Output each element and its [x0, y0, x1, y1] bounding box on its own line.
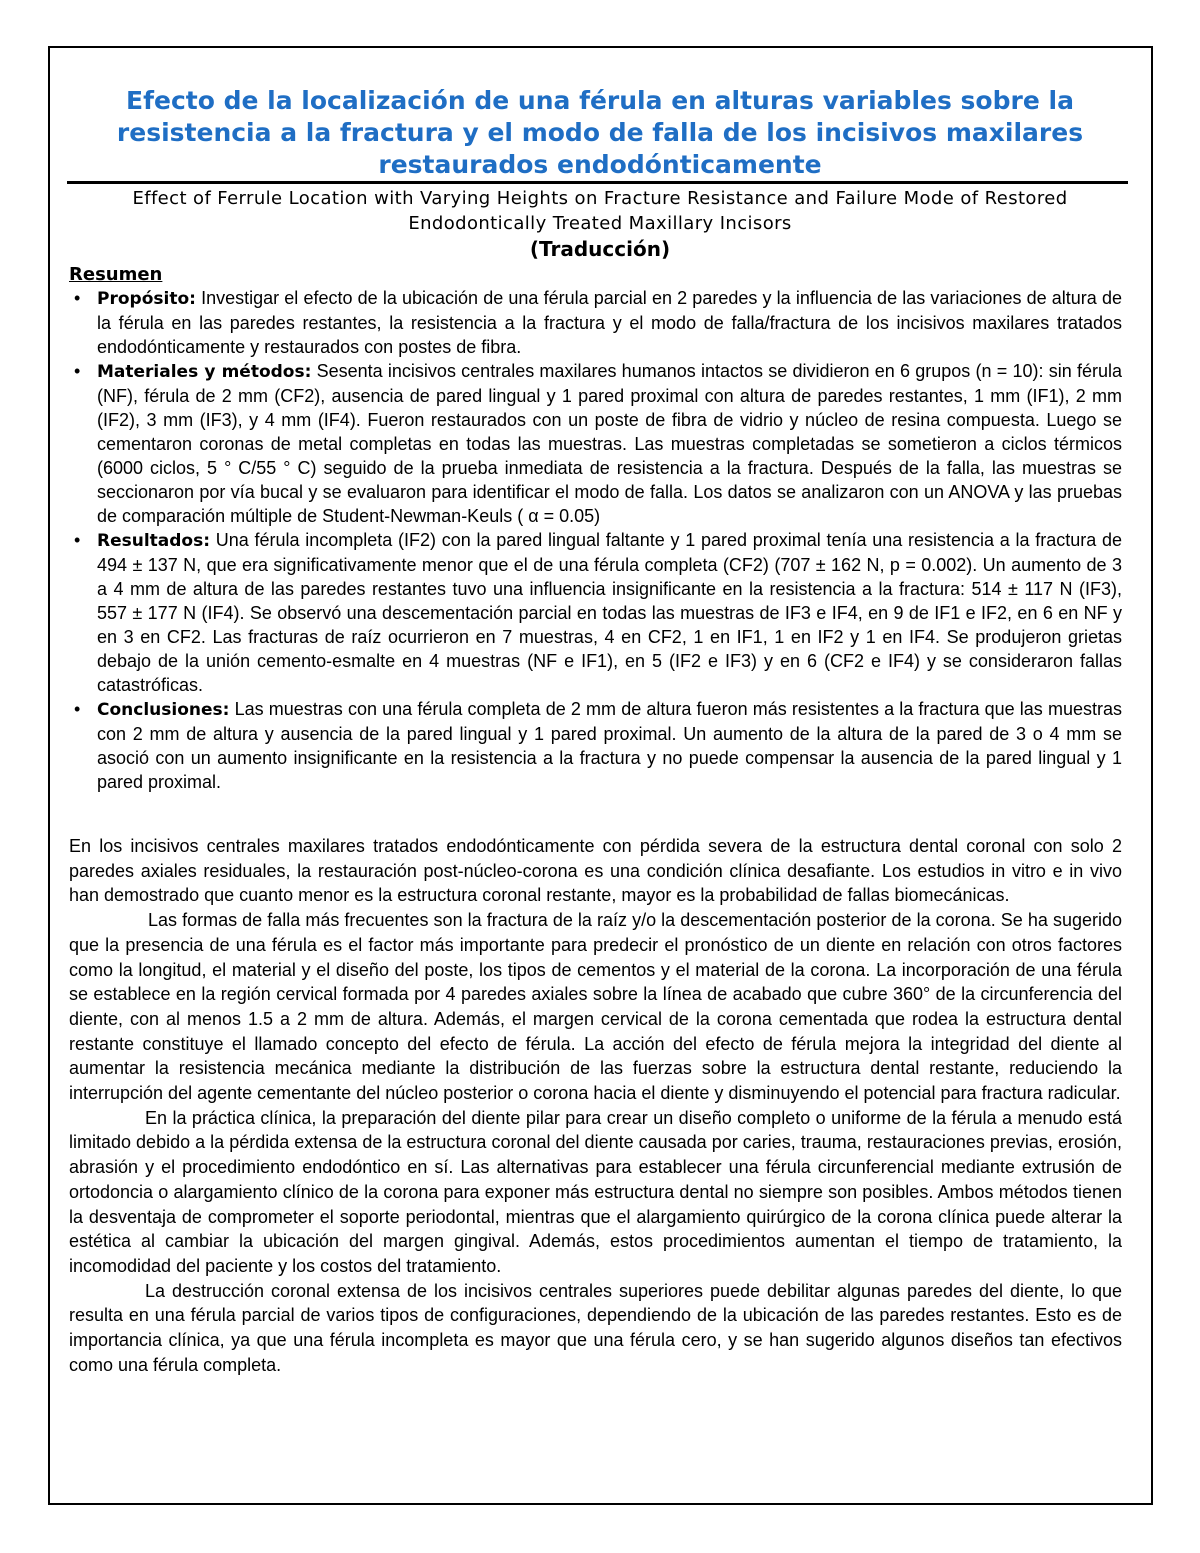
english-subtitle: Effect of Ferrule Location with Varying Heights on Fracture Resistance and Failure Mode of Restored Endodontically Treated Maxillary Incisors — [132, 188, 1068, 234]
body-paragraph: La destrucción coronal extensa de los incisivos centrales superiores puede debilitar algunas paredes del diente, lo que resulta en una férula parcial de varios tipos de configuraciones, dependiendo de la ubicación de las paredes restantes. Esto es de importancia clínica, ya que una férula incompleta es mayor que una férula cero, y se han sugerido algunos diseños tan efectivos como una férula completa. — [69, 1280, 1122, 1375]
abstract-item-label: Conclusiones: — [97, 700, 230, 720]
bullet-icon: • — [74, 699, 81, 719]
abstract-item-text: Las muestras con una férula completa de 2 mm de altura fueron más resistentes a la fractura que las muestras con 2 mm de altura y ausencia de la pared lingual y 1 pared proximal. Un aumento de la altura de la pared de 3 o 4 mm se asoció con un aumento insignificante en la resistencia a la fractura y no puede compensar la ausencia de la pared lingual y 1 pared proximal. — [97, 699, 1122, 792]
abstract-item-text: Investigar el efecto de la ubicación de una férula parcial en 2 paredes y la influencia de las variaciones de altura de la férula en las paredes restantes, la resistencia a la fractura y el modo de falla/fractura de los incisivos maxilares tratados endodónticamente y restaurados con postes de fibra. — [97, 288, 1122, 357]
body-paragraph: Las formas de falla más frecuentes son la fractura de la raíz y/o la descementación posterior de la corona. Se ha sugerido que la presencia de una férula es el factor más importante para predecir el pronóstico de un diente en relación con otros factores como la longitud, el material y el diseño del poste, los tipos de cementos y el material de la corona. La incorporación de una férula se establece en la región cervical formada por 4 paredes axiales sobre la línea de acabado que cubre 360° de la circunferencia del diente, con al menos 1.5 a 2 mm de altura. Además, el margen cervical de la corona cementada que rodea la estructura dental restante constituye el llamado concepto del efecto de férula. La acción del efecto de férula mejora la integridad del diente al aumentar la resistencia mecánica mediante la distribución de las fuerzas sobre la estructura dental restante, reduciendo la interrupción del agente cementante del núcleo posterior o corona hacia el diente y disminuyendo el potencial para fractura radicular. — [69, 910, 1122, 1104]
bullet-icon: • — [74, 530, 81, 550]
abstract-item-resultados — [74, 528, 1122, 697]
abstract-item-label: Materiales y métodos: — [97, 362, 312, 382]
body-paragraph: En los incisivos centrales maxilares tratados endodónticamente con pérdida severa de la estructura dental coronal con solo 2 paredes axiales residuales, la restauración post-núcleo-corona es una condición clínica desafiante. Los estudios in vitro e in vivo han demostrado que cuanto menor es la estructura coronal restante, mayor es la probabilidad de fallas biomecánicas. — [69, 836, 1122, 906]
abstract-item-text: Sesenta incisivos centrales maxilares humanos intactos se dividieron en 6 grupos (n = 10): sin férula (NF), férula de 2 mm (CF2), ausencia de pared lingual y 1 pared proximal con altura de paredes restantes, 1 mm (IF1), 2 mm (IF2), 3 mm (IF3), y 4 mm (IF4). Fueron restaurados con un poste de fibra de vidrio y núcleo de resina compuesta. Luego se cementaron coronas de metal completas en todas las muestras. Las muestras completadas se sometieron a ciclos térmicos (6000 ciclos, 5 ° C/55 ° C) seguido de la prueba inmediata de resistencia a la fractura. Después de la falla, las muestras se seccionaron por vía bucal y se evaluaron para identificar el modo de falla. Los datos se analizaron con un ANOVA y las pruebas de comparación múltiple de Student-Newman-Keuls ( α = 0.05) — [97, 361, 1122, 526]
translation-note: (Traducción) — [529, 237, 671, 261]
abstract-item-conclusiones — [74, 697, 1122, 794]
title-divider — [67, 181, 1128, 184]
body-paragraph: En la práctica clínica, la preparación del diente pilar para crear un diseño completo o uniforme de la férula a menudo está limitado debido a la pérdida extensa de la estructura coronal del diente causada por caries, trauma, restauraciones previas, erosión, abrasión y el procedimiento endodóntico en sí. Las alternativas para establecer una férula circunferencial mediante extrusión de ortodoncia o alargamiento clínico de la corona para exponer más estructura dental no siempre son posibles. Ambos métodos tienen la desventaja de comprometer el soporte periodontal, mientras que el alargamiento quirúrgico de la corona clínica puede alterar la estética al cambiar la ubicación del margen gingival. Además, estos procedimientos aumentan el tiempo de tratamiento, la incomodidad del paciente y los costos del tratamiento. — [69, 1107, 1122, 1276]
abstract-item-label: Resultados: — [97, 531, 211, 551]
abstract-item-text: Una férula incompleta (IF2) con la pared lingual faltante y 1 pared proximal tenía una resistencia a la fractura de 494 ± 137 N, que era significativamente menor que el de una férula completa (CF2) (707 ± 162 N, p = 0.002). Un aumento de 3 a 4 mm de altura de las paredes restantes tuvo una influencia insignificante en la resistencia a la fractura: 514 ± 117 N (IF3), 557 ± 177 N (IF4). Se observó una descementación parcial en todas las muestras de IF3 e IF4, en 9 de IF1 e IF2, en 6 en NF y en 3 en CF2. Las fracturas de raíz ocurrieron en 7 muestras, 4 en CF2, 1 en IF1, 1 en IF2 y 1 en IF4. Se produjeron grietas debajo de la unión cemento-esmalte en 4 muestras (NF e IF1), en 5 (IF2 e IF3) y en 6 (CF2 e IF4) y se consideraron fallas catastróficas. — [97, 530, 1122, 695]
abstract-list — [74, 286, 1122, 794]
bullet-icon: • — [74, 361, 81, 381]
abstract-item-proposito — [74, 286, 1122, 359]
article-title: Efecto de la localización de una férula en alturas variables sobre la resistencia a la fractura y el modo de falla de los incisivos maxilares restaurados endodónticamente — [116, 86, 1084, 179]
bullet-icon: • — [74, 288, 81, 308]
abstract-heading: Resumen — [69, 264, 163, 285]
abstract-item-label: Propósito: — [97, 289, 196, 309]
article-body — [69, 834, 1122, 1377]
abstract-item-materiales — [74, 359, 1122, 528]
